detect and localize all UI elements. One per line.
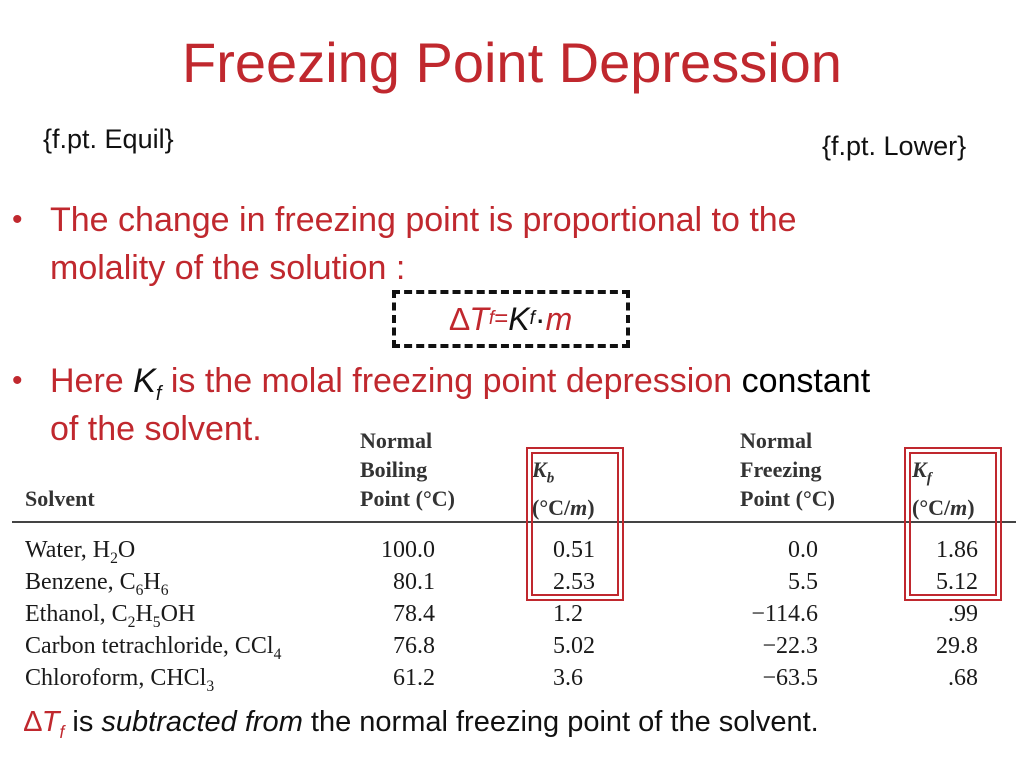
bullet-line-1: The change in freezing point is proportional to the bbox=[50, 201, 797, 239]
cell-kb: 5.02 bbox=[553, 633, 595, 659]
cell-kb: 0.51 bbox=[553, 537, 595, 563]
cell-kf: .99 bbox=[948, 601, 978, 627]
cell-solvent: Benzene, $C_6H_6$ bbox=[25, 569, 169, 599]
eq-K: K bbox=[508, 300, 530, 337]
delta-symbol: ∆ bbox=[449, 300, 470, 337]
eq-K-sub: f bbox=[529, 308, 535, 329]
eq-dot: · bbox=[534, 300, 546, 337]
cell-kf: .68 bbox=[948, 665, 978, 691]
cell-kb: 2.53 bbox=[553, 569, 595, 595]
header-solvent: Solvent bbox=[25, 486, 95, 511]
cell-freezing-point: −63.5 bbox=[762, 665, 818, 691]
cell-freezing-point: 5.5 bbox=[788, 569, 818, 595]
cell-boiling-point: 61.2 bbox=[393, 665, 435, 691]
note-fpt-equil: {f.pt. Equil} bbox=[43, 124, 174, 154]
note-fpt-lower: {f.pt. Lower} bbox=[822, 131, 967, 161]
cell-freezing-point: 0.0 bbox=[788, 537, 818, 563]
cell-solvent: Chloroform, CHCl$_3$ bbox=[25, 665, 215, 695]
bullet-dot-icon: • bbox=[12, 364, 23, 397]
cell-kf: 5.12 bbox=[936, 569, 978, 595]
cell-kb: 3.6 bbox=[553, 665, 583, 691]
eq-T: T bbox=[469, 300, 489, 337]
slide-title: Freezing Point Depression bbox=[182, 31, 842, 94]
bullet-line-2: molality of the solution : bbox=[50, 249, 406, 287]
cell-solvent: Carbon tetrachloride, CCl$_4$ bbox=[25, 633, 282, 663]
header-boiling: Normal Boiling Point (°C) bbox=[360, 428, 455, 511]
cell-freezing-point: −114.6 bbox=[751, 601, 818, 627]
eq-m: m bbox=[545, 300, 573, 337]
bullet-line-1: Here $K_f$ is the molal freezing point depression constant bbox=[50, 362, 871, 405]
cell-kf: 29.8 bbox=[936, 633, 978, 659]
eq-T-sub: f bbox=[488, 308, 495, 329]
cell-freezing-point: −22.3 bbox=[762, 633, 818, 659]
cell-boiling-point: 76.8 bbox=[393, 633, 435, 659]
cell-kf: 1.86 bbox=[936, 537, 978, 563]
cell-boiling-point: 80.1 bbox=[393, 569, 435, 595]
bullet-line-2: of the solvent. bbox=[50, 410, 262, 448]
cell-solvent: Water, $H_2O$ bbox=[25, 537, 136, 567]
cell-kb: 1.2 bbox=[553, 601, 583, 627]
cell-solvent: Ethanol, $C_2H_5OH$ bbox=[25, 601, 196, 631]
cell-boiling-point: 100.0 bbox=[381, 537, 435, 563]
header-kb: $K_b$ (°C/m) bbox=[532, 457, 595, 521]
bullet-dot-icon: • bbox=[12, 203, 23, 236]
footer-note: $\Delta T_f$ is subtracted from the normal freezing point of the solvent. bbox=[24, 706, 819, 742]
equation-box bbox=[392, 290, 630, 348]
cell-boiling-point: 78.4 bbox=[393, 601, 435, 627]
solvent-table bbox=[0, 420, 1024, 700]
header-freezing: Normal Freezing Point (°C) bbox=[740, 428, 835, 511]
header-kf: $K_f$ (°C/m) bbox=[912, 457, 975, 521]
header-rule bbox=[12, 521, 1016, 523]
eq-equals: = bbox=[494, 305, 509, 332]
